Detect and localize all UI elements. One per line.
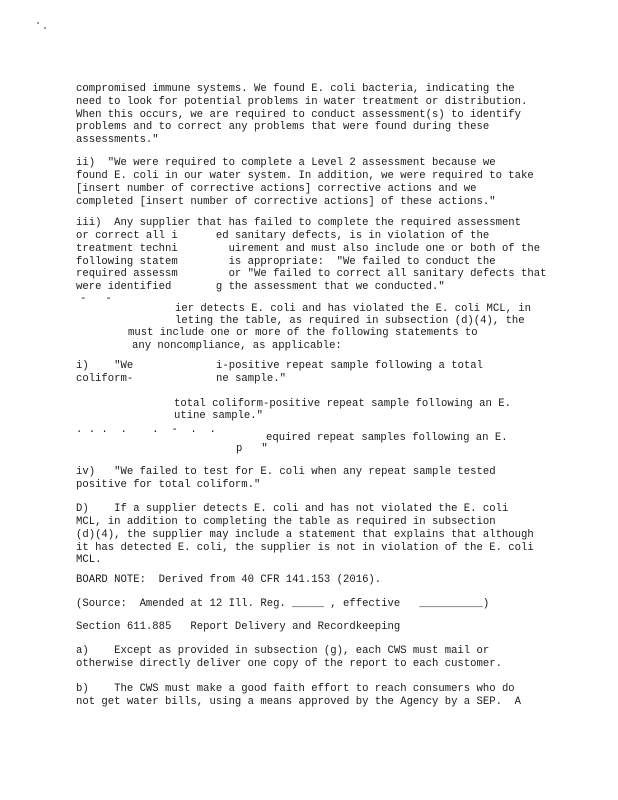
- text-line: equired repeat samples following an E.: [266, 432, 508, 444]
- text-line: were identified g the assessment that we conducted.": [76, 281, 445, 293]
- text-line: completed [insert number of corrective actions] of these actions.": [76, 196, 496, 208]
- text-line: required assessm or "We failed to correct all sanitary defects that: [76, 268, 547, 280]
- scan-speck: [44, 27, 46, 29]
- text-line: b) The CWS must make a good faith effort to reach consumers who do: [76, 683, 515, 695]
- text-line: not get water bills, using a means approved by the Agency by a SEP. A: [76, 696, 522, 708]
- text-line: total coliform-positive repeat sample following an E.: [174, 398, 511, 410]
- text-line: treatment techni uirement and must also include one or both of the: [76, 243, 541, 255]
- text-line: need to look for potential problems in water treatment or distribution.: [76, 96, 528, 108]
- text-line: utine sample.": [174, 410, 264, 422]
- text-line: iii) Any supplier that has failed to complete the required assessment: [76, 217, 522, 229]
- text-line: ier detects E. coli and has violated the E. coli MCL, in: [175, 303, 532, 315]
- text-line: leting the table, as required in subsection (d)(4), the: [175, 315, 525, 327]
- text-line: [insert number of corrective actions] corrective actions and we: [76, 183, 477, 195]
- text-line: compromised immune systems. We found E. coli bacteria, indicating the: [76, 83, 515, 95]
- text-line: ne sample.": [216, 373, 286, 385]
- text-line: (d)(4), the supplier may include a statement that explains that although: [76, 529, 534, 541]
- source-note: (Source: Amended at 12 Ill. Reg. _____ , effective __________): [76, 598, 490, 610]
- text-line: found E. coli in our water system. In addition, we were required to take: [76, 170, 534, 182]
- text-line: - -: [80, 293, 112, 305]
- text-line: i) "We: [76, 360, 134, 372]
- text-line: iv) "We failed to test for E. coli when any repeat sample tested: [76, 466, 496, 478]
- text-line: coliform-: [76, 373, 134, 385]
- text-line: positive for total coliform.": [76, 479, 261, 491]
- section-heading: Section 611.885 Report Delivery and Recordkeeping: [76, 621, 401, 633]
- text-line: following statem is appropriate: "We failed to conduct the: [76, 256, 496, 268]
- text-line: p ": [236, 443, 268, 455]
- text-line: ii) "We were required to complete a Level 2 assessment because we: [76, 157, 496, 169]
- text-line: . . . . . - . .: [76, 424, 216, 436]
- text-line: problems and to correct any problems that were found during these: [76, 121, 490, 133]
- text-line: any noncompliance, as applicable:: [132, 340, 342, 352]
- text-line: assessments.": [76, 134, 159, 146]
- text-line: or correct all i ed sanitary defects, is in violation of the: [76, 230, 490, 242]
- text-line: D) If a supplier detects E. coli and has not violated the E. coli: [76, 503, 509, 515]
- text-line: a) Except as provided in subsection (g), each CWS must mail or: [76, 645, 490, 657]
- text-line: MCL, in addition to completing the table as required in subsection: [76, 516, 496, 528]
- text-line: i-positive repeat sample following a total: [216, 360, 484, 372]
- text-line: it has detected E. coli, the supplier is not in violation of the E. coli: [76, 542, 534, 554]
- text-line: otherwise directly deliver one copy of the report to each customer.: [76, 658, 502, 670]
- board-note: BOARD NOTE: Derived from 40 CFR 141.153 (2016).: [76, 574, 382, 586]
- text-line: MCL.: [76, 554, 102, 566]
- scan-speck: [37, 22, 39, 24]
- text-line: must include one or more of the following statements to: [128, 327, 478, 339]
- text-line: When this occurs, we are required to conduct assessment(s) to identify: [76, 109, 522, 121]
